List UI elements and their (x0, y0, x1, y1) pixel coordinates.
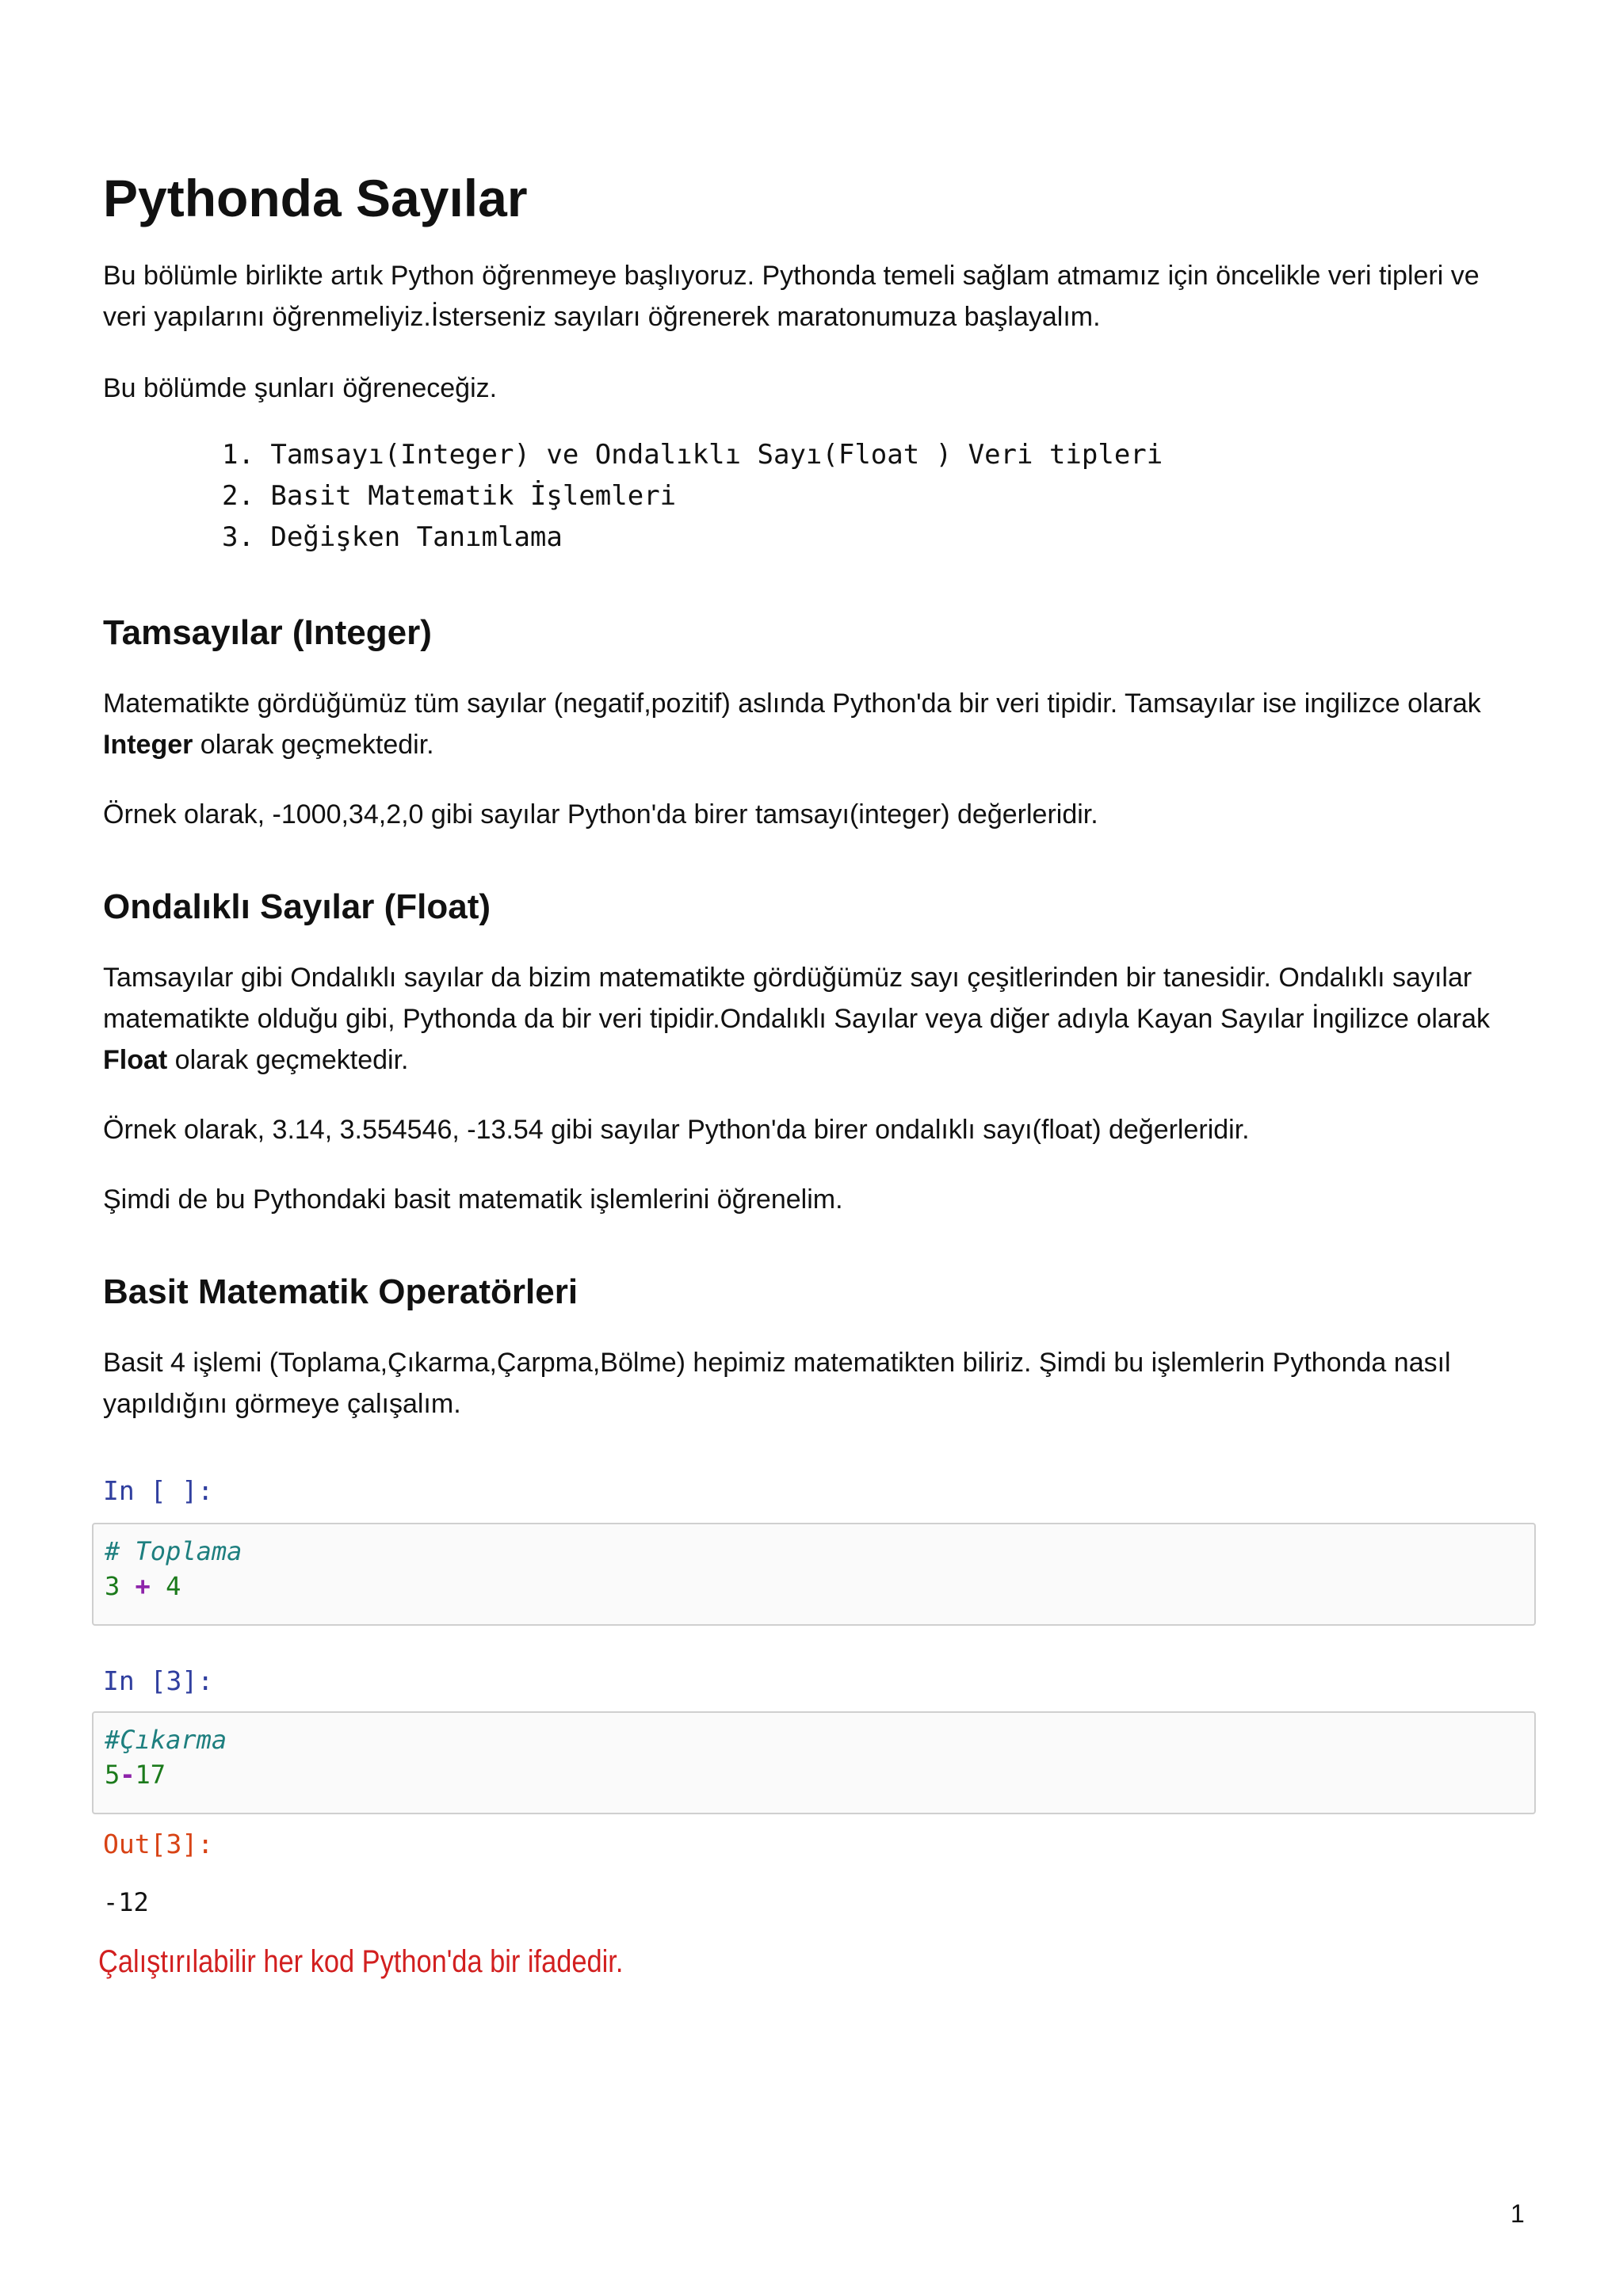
float-heading: Ondalıklı Sayılar (Float) (103, 887, 491, 926)
code-comment: #Çıkarma (105, 1725, 227, 1755)
list-item: 2. Basit Matematik İşlemleri (222, 480, 677, 512)
code-cell[interactable] (92, 1711, 1536, 1814)
cell-output-prompt: Out[3]: (103, 1829, 214, 1859)
page-number: 1 (1510, 2199, 1525, 2228)
cell-input-prompt: In [3]: (103, 1665, 214, 1696)
code-comment: # Toplama (105, 1536, 242, 1566)
page-title: Pythonda Sayılar (103, 169, 528, 227)
operators-paragraph: Basit 4 işlemi (Toplama,Çıkarma,Çarpma,Bölme) hepimiz matematikten biliriz. Şimdi bu işlemlerin Pythonda nasıl yapıldığını görmeye çalışalım. (103, 1348, 1451, 1419)
code-cell[interactable] (92, 1523, 1536, 1626)
cell-input-prompt: In [ ]: (103, 1475, 214, 1506)
integer-paragraph: Matematikte gördüğümüz tüm sayılar (negatif,pozitif) aslında Python'da bir veri tipidir. Tamsayılar ise ingilizce olarak Integer olarak geçmektedir. (103, 688, 1481, 760)
list-item: 1. Tamsayı(Integer) ve Ondalıklı Sayı(Float ) Veri tipleri (222, 439, 1163, 471)
handwritten-note: Çalıştırılabilir her kod Python'da bir ifadedir. (98, 1944, 624, 1979)
code-line: 3 + 4 (105, 1571, 181, 1601)
integer-term: Integer (103, 730, 193, 760)
list-item: 3. Değişken Tanımlama (222, 521, 563, 553)
float-transition: Şimdi de bu Pythondaki basit matematik işlemlerini öğrenelim. (103, 1184, 843, 1215)
float-term: Float (103, 1045, 168, 1075)
operators-heading: Basit Matematik Operatörleri (103, 1272, 579, 1311)
integer-example: Örnek olarak, -1000,34,2,0 gibi sayılar Python'da birer tamsayı(integer) değerleridir. (103, 799, 1098, 830)
intro-paragraph: Bu bölümle birlikte artık Python öğrenmeye başlıyoruz. Pythonda temeli sağlam atmamız için öncelikle veri tipleri ve veri yapılarını öğrenmeliyiz.İsterseniz sayıları öğrenerek maratonumuza başlayalım. (103, 261, 1480, 332)
float-example: Örnek olarak, 3.14, 3.554546, -13.54 gibi sayılar Python'da birer ondalıklı sayı(float) değerleridir. (103, 1115, 1250, 1145)
float-paragraph: Tamsayılar gibi Ondalıklı sayılar da bizim matematikte gördüğümüz sayı çeşitlerinden bir tanesidir. Ondalıklı sayılar matematikte olduğu gibi, Pythonda da bir veri tipidir.Ondalıklı Sayılar veya diğer adıyla Kayan Sayılar İngilizce olarak Float olarak geçmektedir. (103, 963, 1491, 1075)
intro-lead: Bu bölümde şunları öğreneceğiz. (103, 373, 498, 403)
topics-list (222, 434, 1163, 558)
code-line: 5-17 (105, 1760, 166, 1790)
cell-output-value: -12 (103, 1887, 149, 1917)
integer-heading: Tamsayılar (Integer) (103, 613, 432, 652)
